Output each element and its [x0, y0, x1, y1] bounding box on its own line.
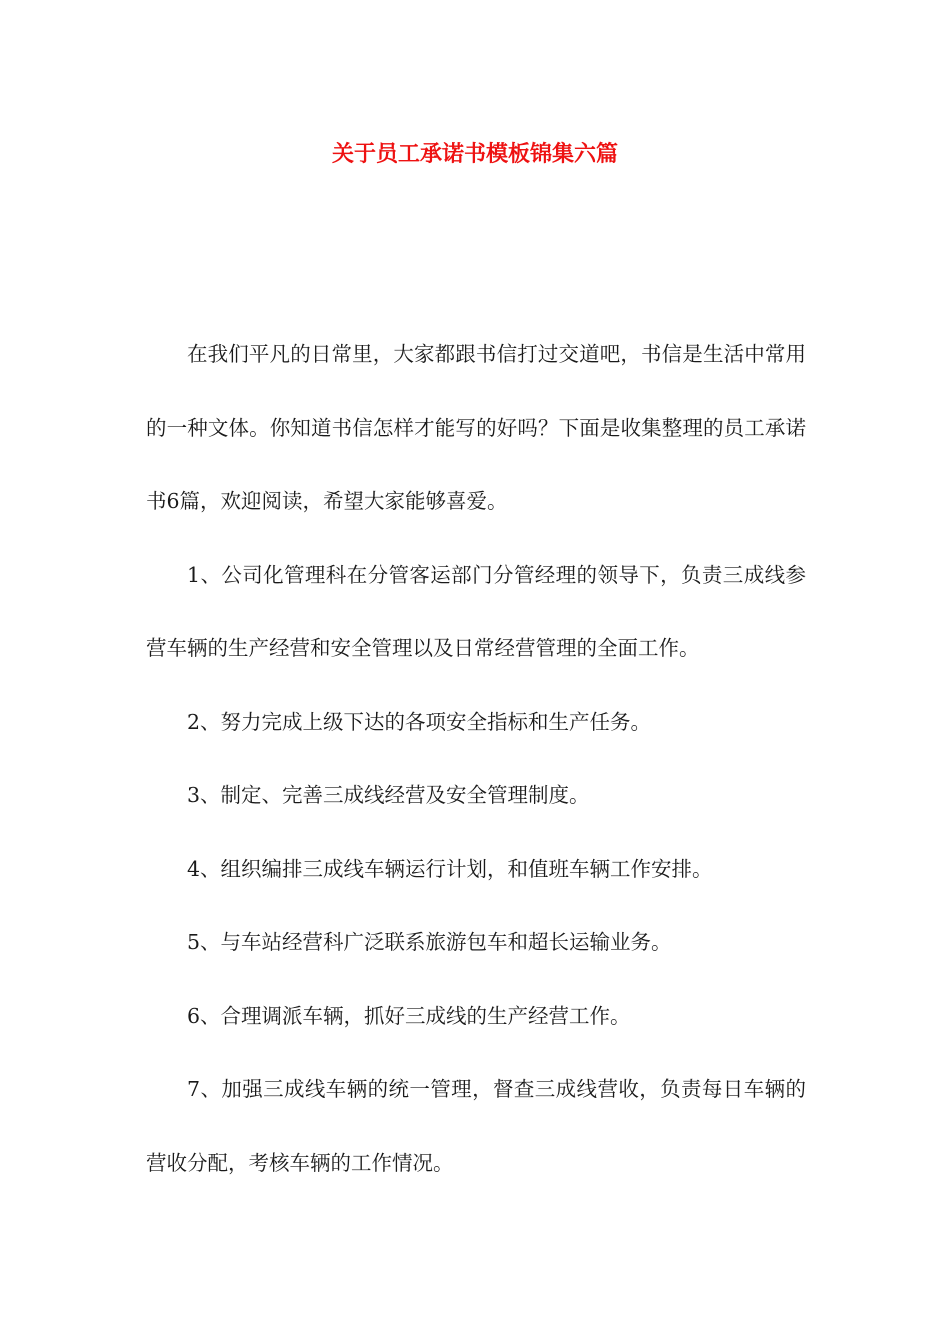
paragraph-item-6: 6、合理调派车辆，抓好三成线的生产经营工作。 — [187, 1003, 631, 1028]
paragraph-item-4: 4、组织编排三成线车辆运行计划，和值班车辆工作安排。 — [187, 856, 713, 881]
paragraph-item-3: 3、制定、完善三成线经营及安全管理制度。 — [187, 783, 590, 807]
paragraph-item-1: 1、公司化管理科在分管客运部门分管经理的领导下，负责三成线参营车辆的生产经营和安全管理以及日常经营管理的全面工作。 — [146, 562, 806, 660]
paragraph-item-7: 7、加强三成线车辆的统一管理，督查三成线营收，负责每日车辆的营收分配，考核车辆的工作情况。 — [146, 1077, 806, 1175]
document-title: 关于员工承诺书模板锦集六篇 — [331, 141, 618, 167]
document-body — [146, 318, 806, 1200]
paragraph-item-2: 2、努力完成上级下达的各项安全指标和生产任务。 — [187, 709, 652, 734]
paragraph-intro: 在我们平凡的日常里，大家都跟书信打过交道吧，书信是生活中常用的一种文体。你知道书信怎样才能写的好吗？下面是收集整理的员工承诺书6篇，欢迎阅读，希望大家能够喜爱。 — [146, 342, 806, 513]
paragraph-item-5: 5、与车站经营科广泛联系旅游包车和超长运输业务。 — [187, 930, 672, 954]
